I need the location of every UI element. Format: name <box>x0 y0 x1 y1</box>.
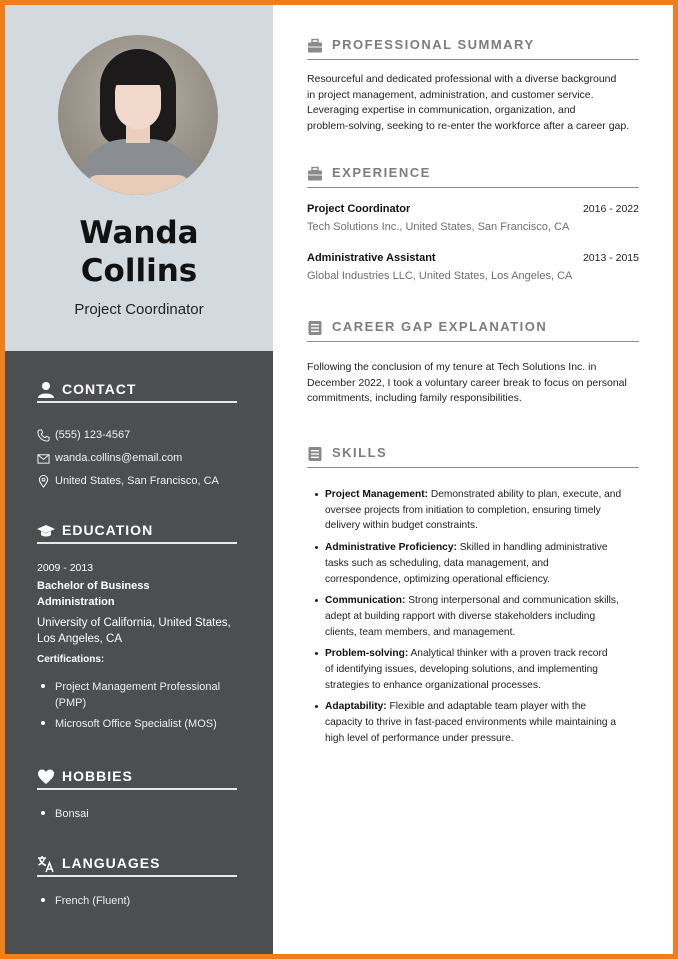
profile-header <box>5 5 273 351</box>
degree-line-1: Bachelor of Business <box>37 580 150 592</box>
degree-line-2: Administration <box>37 596 115 608</box>
skill-item: Project Management: Demonstrated ability to plan, execute, and oversee projects from initiation to completion, ensuring timely delivery within budget constraints. <box>315 487 645 534</box>
document-list-icon <box>307 446 323 462</box>
heart-icon <box>37 768 55 786</box>
skills-heading: SKILLS <box>307 444 639 468</box>
skill-item: Administrative Proficiency: Skilled in handling administrative tasks such as scheduling, data management, and correspondence, optimizing operational efficiency. <box>315 540 645 587</box>
career-gap-heading: CAREER GAP EXPLANATION <box>307 318 639 342</box>
job-title: Project Coordinator <box>307 203 411 215</box>
summary-heading: PROFESSIONAL SUMMARY <box>307 36 639 60</box>
school-line-1: University of California, United States, <box>37 617 231 629</box>
resume-page <box>5 5 673 954</box>
avatar <box>58 35 218 195</box>
experience-heading: EXPERIENCE <box>307 164 639 188</box>
skill-item: Communication: Strong interpersonal and communication skills, adept at building rapport with diverse stakeholders including clients, team members, and management. <box>315 593 645 640</box>
contact-heading: CONTACT <box>37 381 237 403</box>
summary-text: Resourceful and dedicated professional with a diverse background in project management, administration, and customer service. Leveraging expertise in communication, organization, and problem-solving, seeking to re-enter the workforce after a career gap. <box>307 73 630 132</box>
envelope-icon <box>37 452 50 465</box>
career-gap-text: Following the conclusion of my tenure at Tech Solutions Inc. in December 2022, I took a voluntary career break to focus on personal commitments, including family responsibilities. <box>307 361 627 404</box>
job-organization: Global Industries LLC, United States, Los Angeles, CA <box>307 270 573 282</box>
graduation-cap-icon <box>37 522 55 540</box>
hobbies-heading: HOBBIES <box>37 768 237 790</box>
education-heading: EDUCATION <box>37 522 237 544</box>
certifications-heading: Certifications: <box>37 654 105 665</box>
briefcase-icon <box>307 38 323 54</box>
first-name: Wanda <box>79 215 199 251</box>
last-name: Collins <box>80 253 198 289</box>
job-dates: 2013 - 2015 <box>582 252 639 264</box>
job-title: Administrative Assistant <box>307 252 436 264</box>
skills-list <box>315 487 645 753</box>
skill-item: Problem-solving: Analytical thinker with a proven track record of identifying issues, developing solutions, and implementing strategies to enhance organizational processes. <box>315 646 645 693</box>
location-pin-icon <box>37 475 50 488</box>
sidebar-details: CONTACT (555) 123-4567 wanda.collins@email.com United States, San Francisco, CA EDUCATION 2009 - 2013 Bachelor of Business Administration University of California, United States, Los Angeles, CA Certifications: Project Management Professional (PMP) Microsoft Office Specialist (MOS) HOBBIES Bonsai LANGUAGES French (Fluent) <box>5 351 273 954</box>
job-organization: Tech Solutions Inc., United States, San Francisco, CA <box>307 221 570 233</box>
skill-item: Adaptability: Flexible and adaptable team player with the capacity to thrive in fast-paced environments while maintaining a high level of performance under pressure. <box>315 699 645 746</box>
job-dates: 2016 - 2022 <box>582 203 639 215</box>
languages-heading: LANGUAGES <box>37 855 237 877</box>
phone-icon <box>37 429 50 442</box>
school-line-2: Los Angeles, CA <box>37 633 123 645</box>
main-content <box>273 5 673 954</box>
job-role: Project Coordinator <box>74 301 204 318</box>
briefcase-icon <box>307 166 323 182</box>
translate-icon <box>37 855 55 873</box>
education-years: 2009 - 2013 <box>37 562 94 574</box>
person-icon <box>37 381 55 399</box>
document-list-icon <box>307 320 323 336</box>
sidebar <box>5 5 273 954</box>
